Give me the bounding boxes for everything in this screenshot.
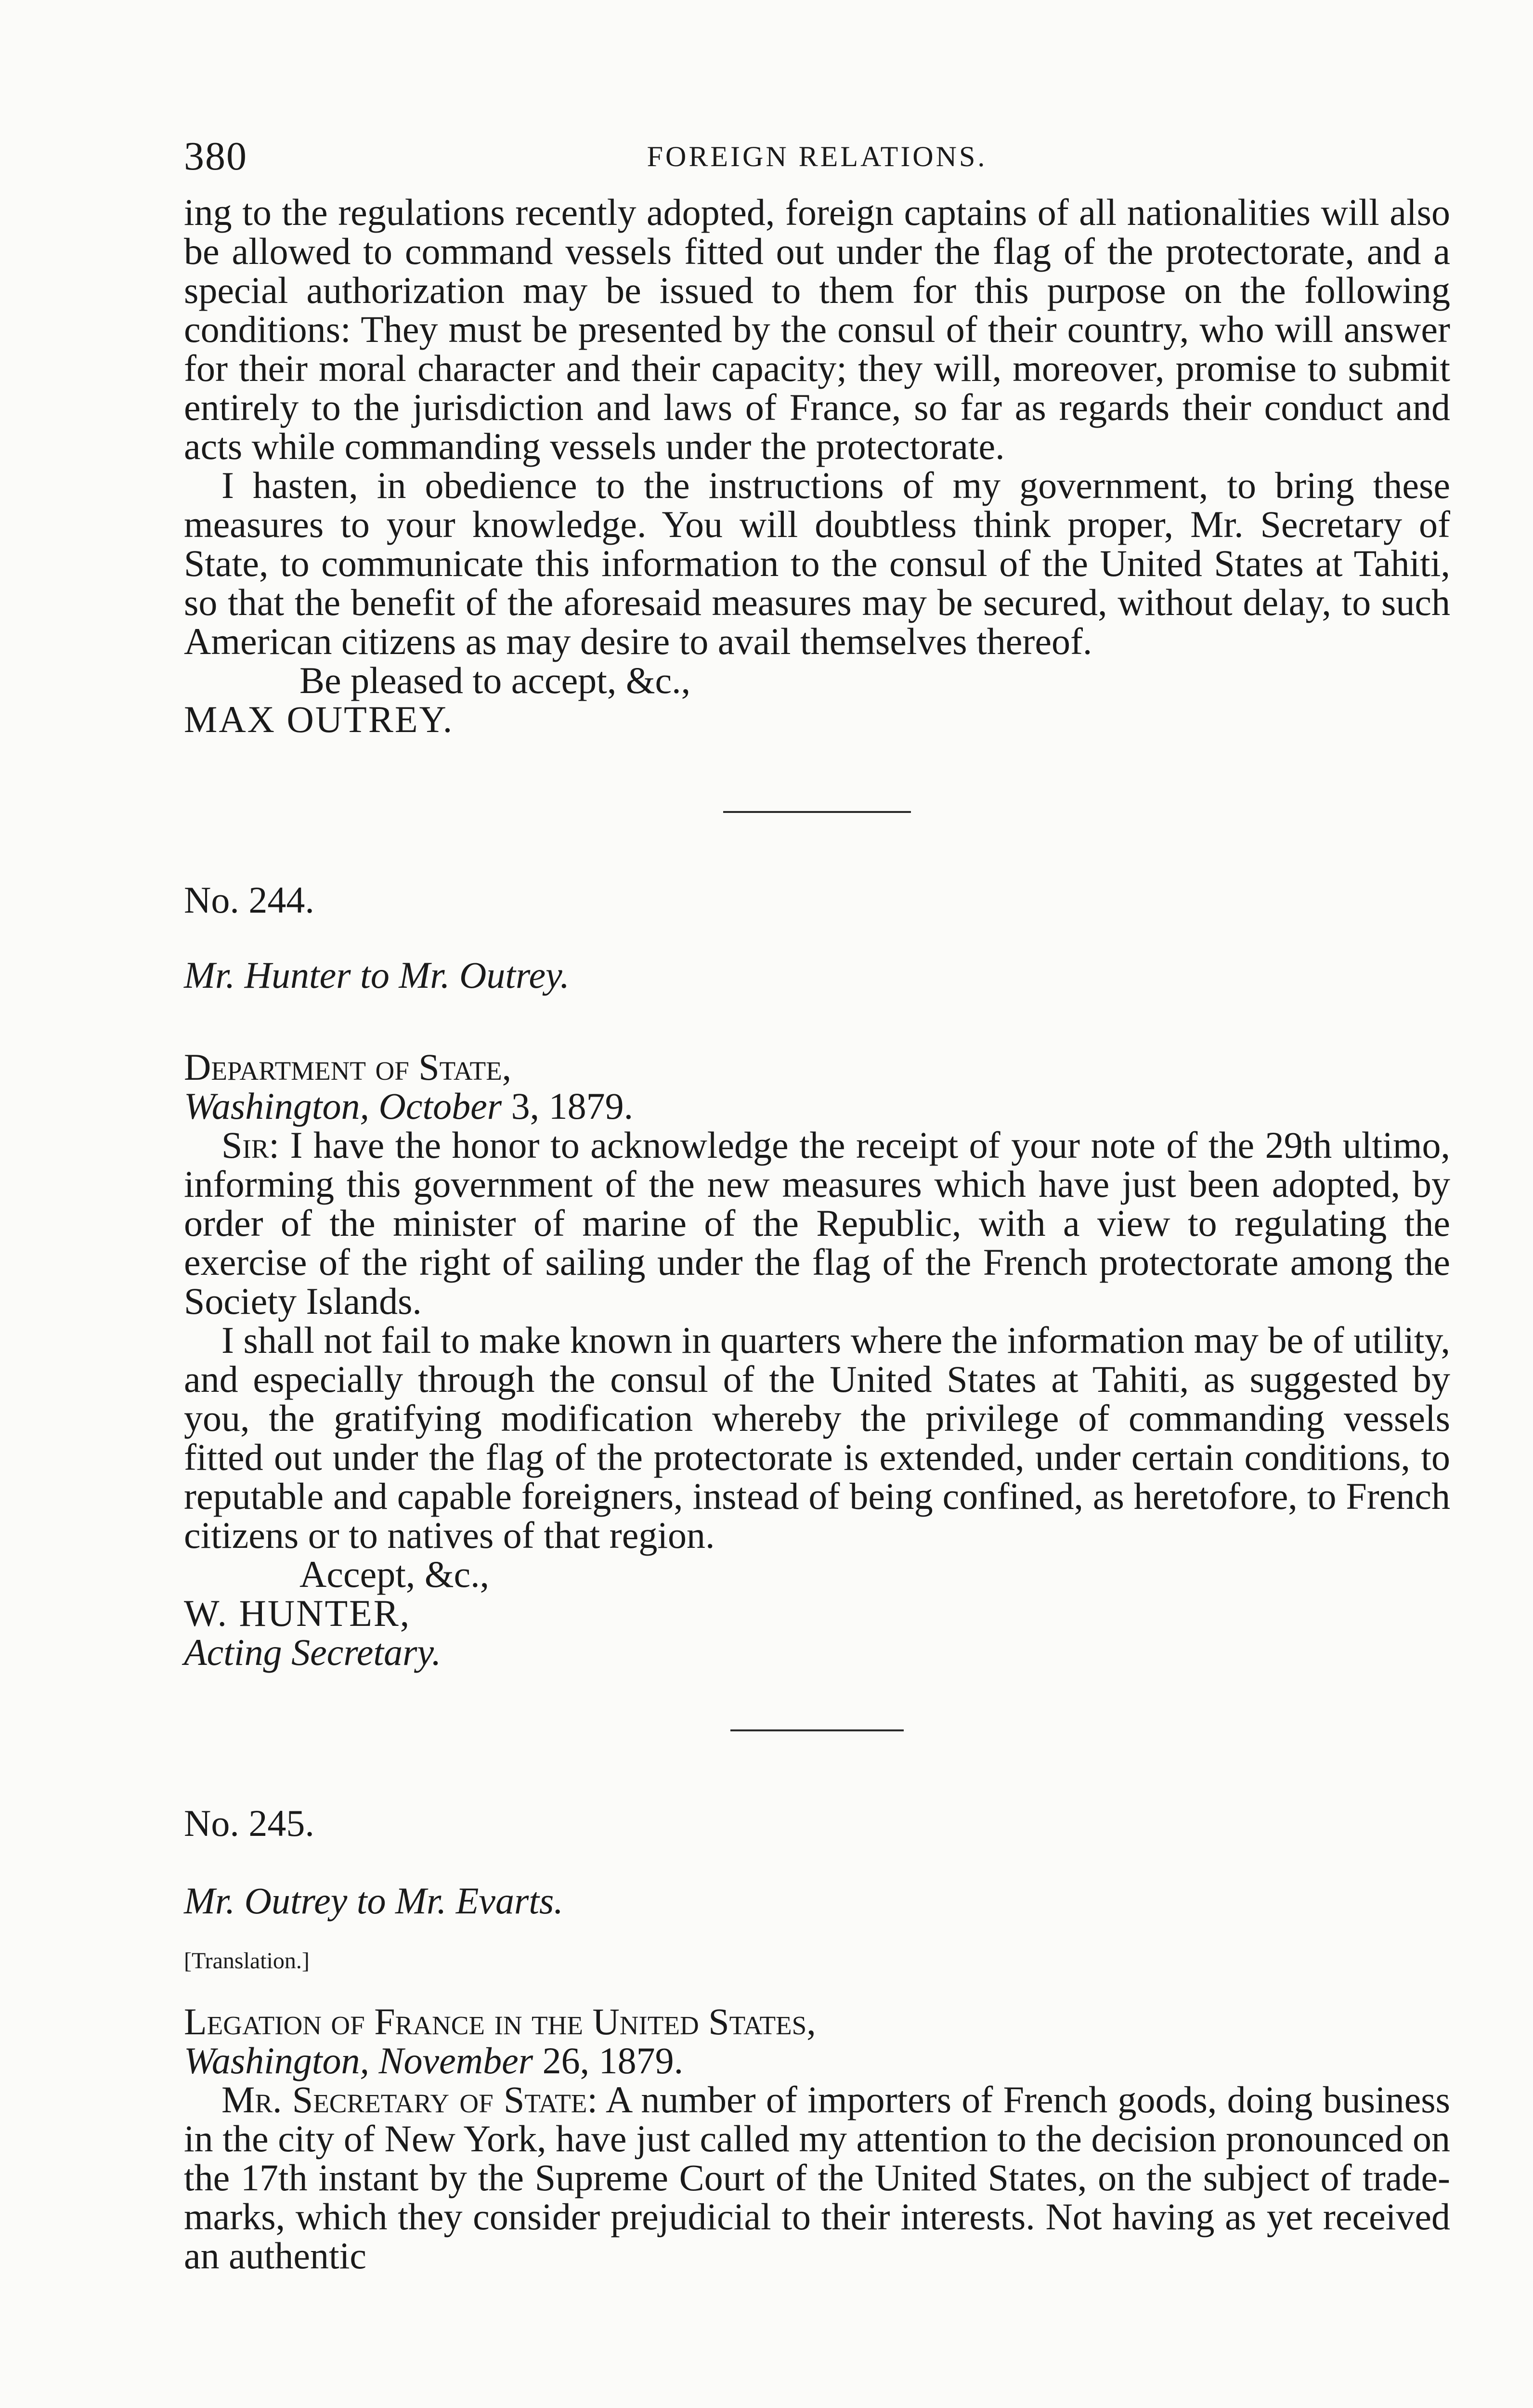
salutation: Mr. Secretary of State: bbox=[221, 2079, 598, 2120]
letter-closing: Be pleased to accept, &c., bbox=[299, 659, 691, 701]
letter-date bbox=[184, 1086, 1450, 1125]
body-paragraph bbox=[184, 1125, 1450, 1321]
date-place: Washington, November bbox=[184, 2040, 533, 2081]
date-place: Washington, October bbox=[184, 1085, 502, 1127]
document-number: No. 245. bbox=[184, 1802, 314, 1844]
page-header bbox=[184, 130, 1450, 183]
sender-legation: Legation of France in the United States, bbox=[184, 2001, 816, 2042]
body-paragraph bbox=[184, 2080, 1450, 2275]
document-title: Mr. Hunter to Mr. Outrey. bbox=[184, 954, 570, 996]
paragraph-text: I have the honor to acknowledge the receipt of your note of the 29th ultimo, informing this government of the new measures which have just been adopted, by order of the minister of marine of the Republic, with a view to regulating the exercise of the right of sailing under the flag of the French protectorate among the Society Islands. bbox=[184, 1124, 1450, 1322]
signature-outrey: MAX OUTREY. bbox=[184, 698, 454, 740]
page-content bbox=[184, 193, 1450, 2275]
sender-department: Department of State, bbox=[184, 1046, 512, 1088]
date-day-year: 26, 1879. bbox=[533, 2040, 684, 2081]
running-title: FOREIGN RELATIONS. bbox=[647, 141, 987, 172]
page-number: 380 bbox=[184, 134, 247, 179]
salutation: Sir: bbox=[221, 1124, 280, 1166]
signature-title: Acting Secretary. bbox=[184, 1631, 442, 1673]
letter-date bbox=[184, 2041, 1450, 2080]
body-paragraph: I hasten, in obedience to the instructions of my government, to bring these measures to your knowledge. You will doubtless think proper, Mr. Secretary of State, to communicate this information to the consul of the United States at Tahiti, so that the benefit of the aforesaid measures may be secured, without delay, to such American citizens as may desire to avail themselves thereof. bbox=[184, 464, 1450, 662]
continued-paragraph: ing to the regulations recently adopted, foreign captains of all nationalities will also be allowed to command vessels fitted out under the flag of the protectorate, and a special authorization may be issued to them for this purpose on the following conditions: They must be presented by the consul of their country, who will answer for their moral character and their capacity; they will, moreover, promise to submit entirely to the jurisdiction and laws of France, so far as regards their conduct and acts while commanding vessels under the protectorate. bbox=[184, 191, 1450, 467]
document-title: Mr. Outrey to Mr. Evarts. bbox=[184, 1880, 563, 1922]
paragraph-text: A number of importers of French goods, doing business in the city of New York, have just called my attention to the decision pronounced on the 17th instant by the Supreme Court of the United States, on the subject of trade-marks, which they consider prejudicial to their interests. Not having as yet received an authentic bbox=[184, 2079, 1450, 2277]
letter-closing: Accept, &c., bbox=[299, 1553, 490, 1595]
translation-note: [Translation.] bbox=[184, 1948, 310, 1974]
body-paragraph: I shall not fail to make known in quarters where the information may be of utility, and especially through the consul of the United States at Tahiti, as suggested by you, the gratifying modification whereby the privilege of commanding vessels fitted out under the flag of the protectorate is extended, under certain conditions, to reputable and capable foreigners, instead of being confined, as heretofore, to French citizens or to natives of that region. bbox=[184, 1319, 1450, 1556]
date-day-year: 3, 1879. bbox=[502, 1085, 634, 1127]
document-number: No. 244. bbox=[184, 879, 314, 921]
signature-hunter: W. HUNTER, bbox=[184, 1592, 411, 1634]
